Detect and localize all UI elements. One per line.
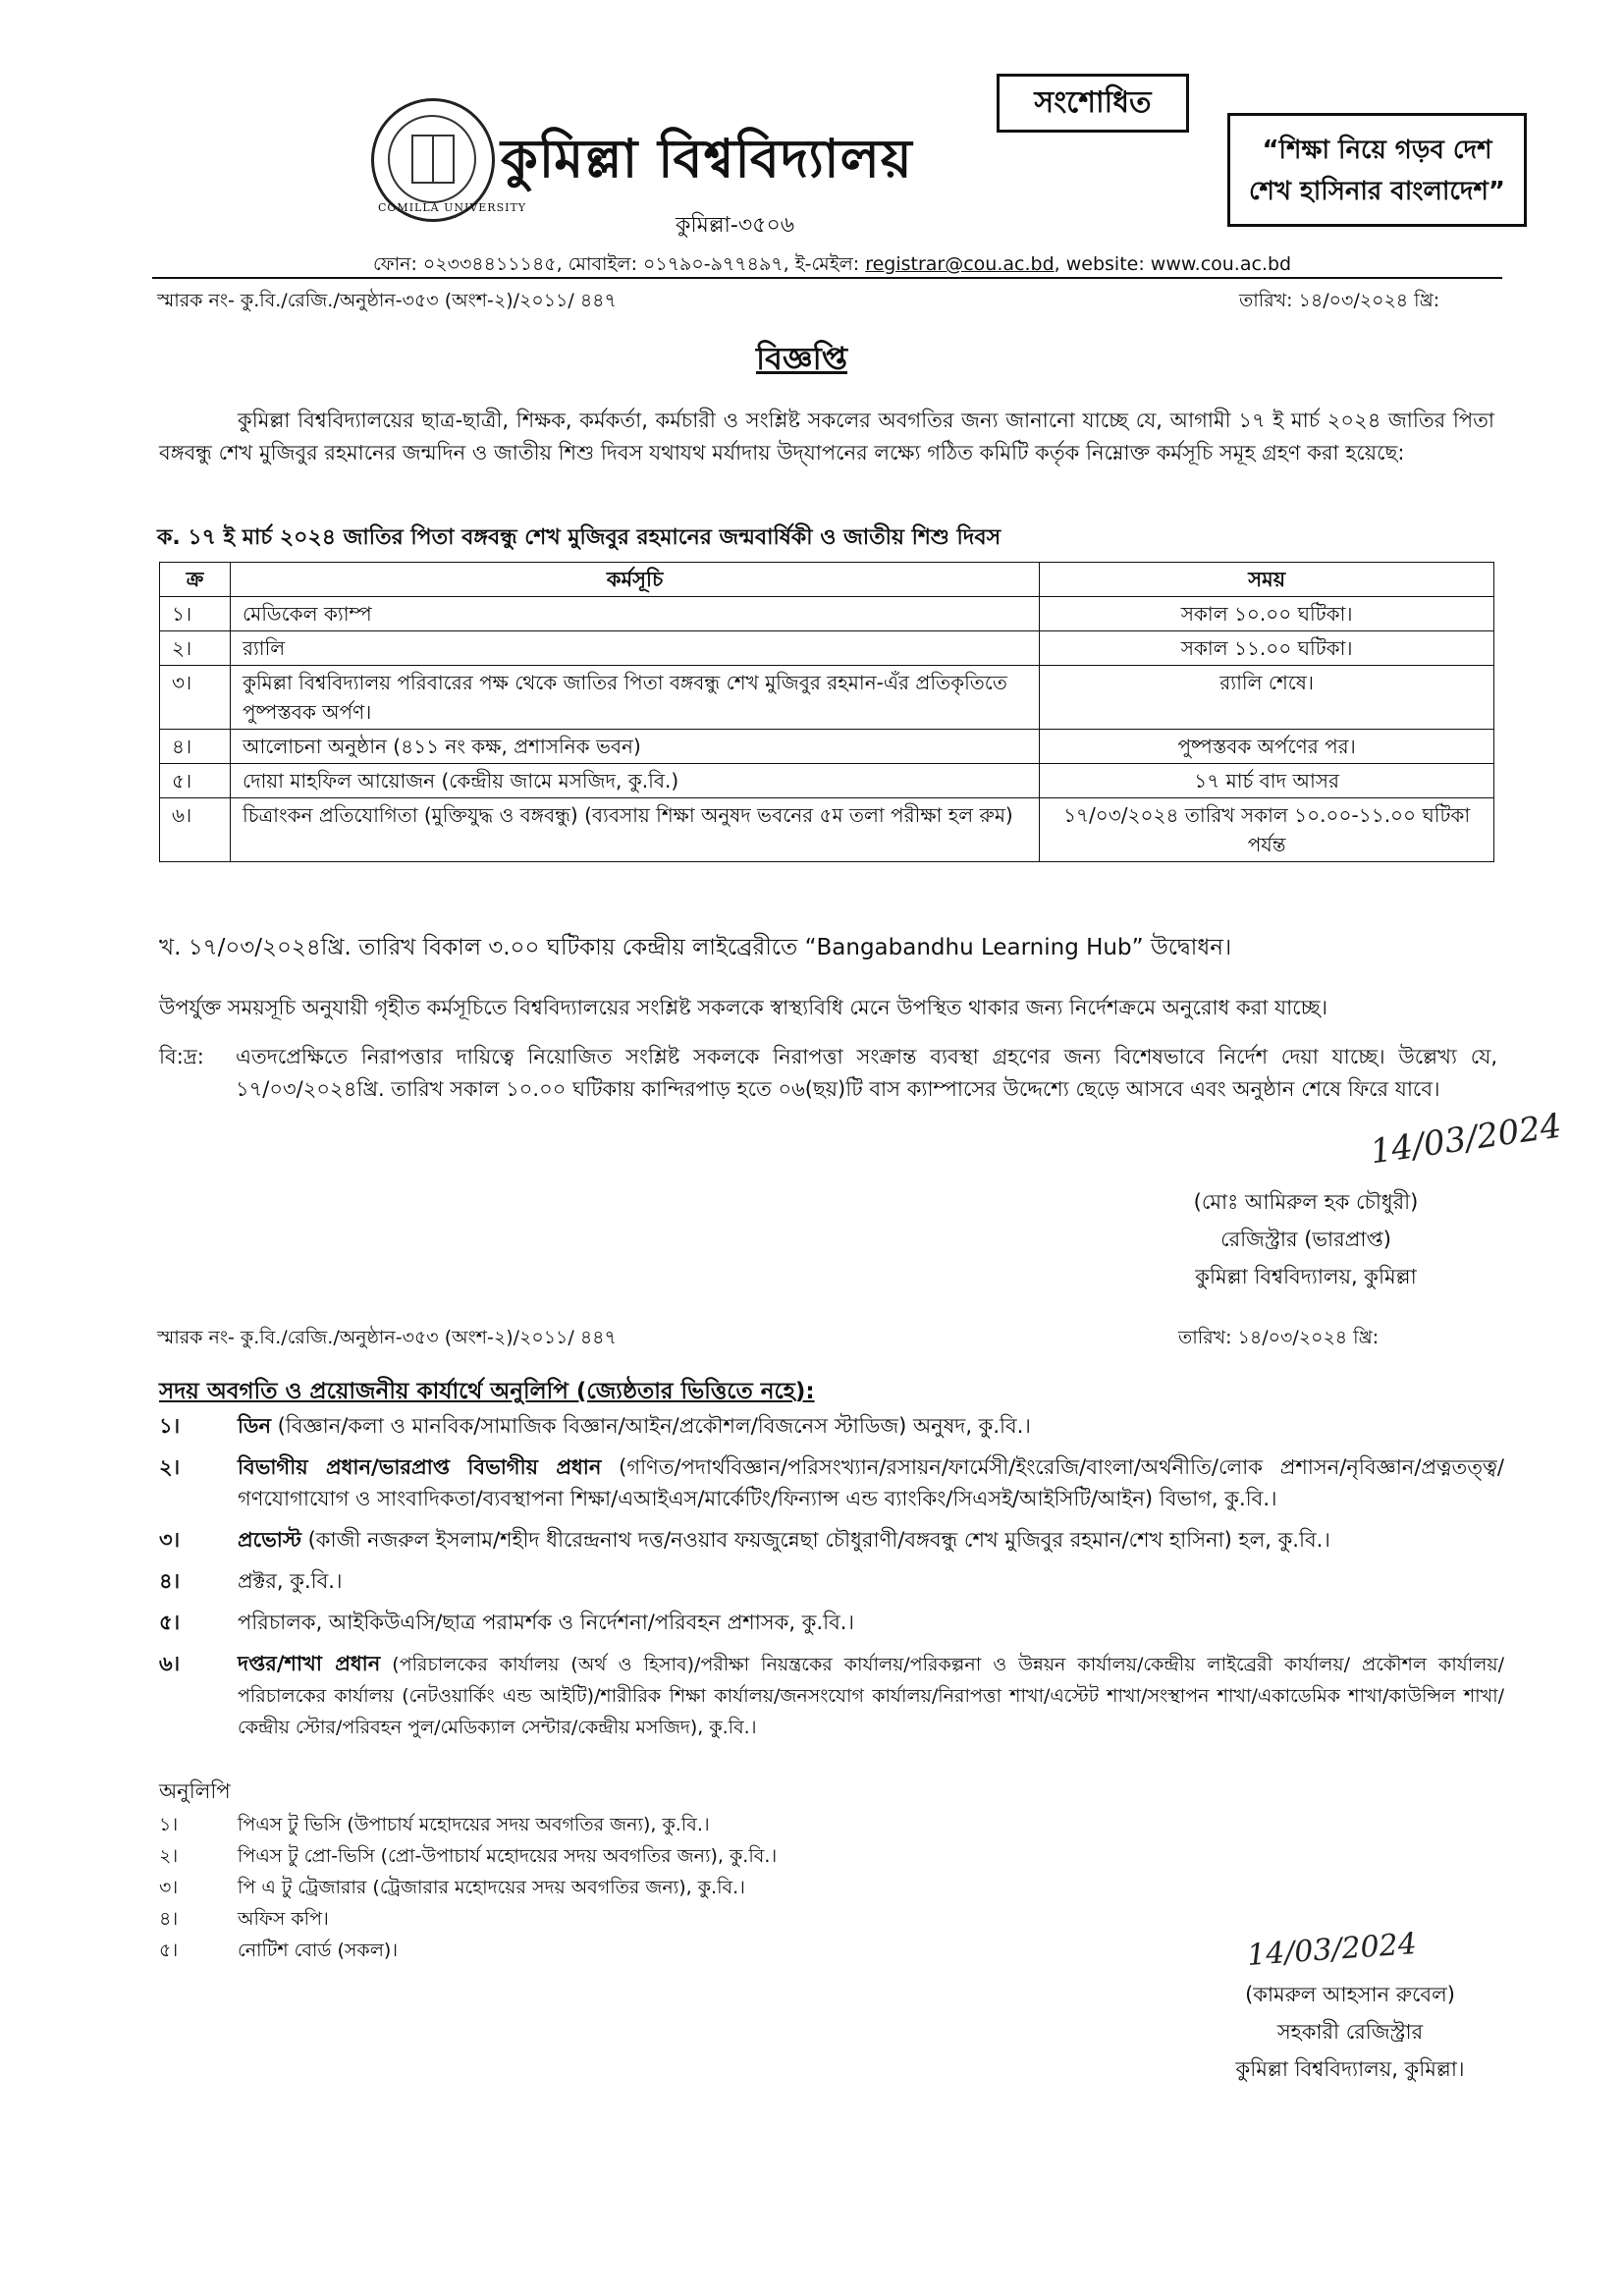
- cc-item: [159, 1410, 1504, 1442]
- cc-list: [159, 1410, 1504, 1743]
- table-row: [160, 764, 1494, 798]
- cc-item-text: (পরিচালকের কার্যালয় (অর্থ ও হিসাব)/পরীক্ষা নিয়ন্ত্রকের কার্যালয়/পরিকল্পনা ও উন্নয়ন কার্যালয়/কেন্দ্রীয় লাইব্রেরী কার্যালয়/ প্রকৌশল কার্যালয়/পরিচালকের কার্যালয় (নেটওয়ার্কিং এন্ড আইটি)/শারীরিক শিক্ষা কার্যালয়/জনসংযোগ কার্যালয়/নিরাপত্তা শাখা/এস্টেট শাখা/সংস্থাপন শাখা/একাডেমিক শাখা/কাউন্সিল শাখা/কেন্দ্রীয় স্টোর/পরিবহন পুল/মেডিক্যাল সেন্টার/কেন্দ্রীয় মসজিদ), কু.বি.।: [238, 1654, 1504, 1738]
- row-program: আলোচনা অনুষ্ঠান (৪১১ নং কক্ষ, প্রশাসনিক ভবন): [230, 730, 1039, 764]
- contact-phone: ফোন: ০২৩৩৪৪১১১৪৫, মোবাইল: ০১৭৯০-৯৭৭৪৯৭, ই-মেইল:: [373, 253, 866, 275]
- cc-item: [159, 1648, 1504, 1743]
- row-serial: ২।: [160, 631, 231, 666]
- memo-date-2: তারিখ: ১৪/০৩/২০২৪ খ্রি:: [1178, 1327, 1380, 1348]
- cc-item-number: ৩।: [159, 1528, 181, 1552]
- note-block: [236, 1041, 1497, 1106]
- row-serial: ৬।: [160, 798, 231, 862]
- copy-item-text: পিএস টু ভিসি (উপাচার্য মহোদয়ের সদয় অবগতির জন্য), কু.বি.।: [238, 1814, 710, 1835]
- signature-1-block: [1119, 1183, 1492, 1295]
- row-time: সকাল ১০.০০ ঘটিকা।: [1040, 597, 1494, 631]
- row-time: ১৭ মার্চ বাদ আসর: [1040, 764, 1494, 798]
- copy-item-number: ৩।: [159, 1877, 179, 1898]
- cc-item: [159, 1565, 1504, 1597]
- slogan-line-1: “শিক্ষা নিয়ে গড়ব দেশ: [1262, 136, 1492, 165]
- copy-item-text: অফিস কপি।: [238, 1908, 329, 1930]
- cc-item-text: (গণিত/পদার্থবিজ্ঞান/পরিসংখ্যান/রসায়ন/ফার্মেসী/ইংরেজি/বাংলা/অর্থনীতি/লোক প্রশাসন/নৃবিজ্ঞান/প্রত্নতত্ত্ব/গণযোগাযোগ ও সাংবাদিকতা/ব্যবস্থাপনা শিক্ষা/এআইএস/মার্কেটিং/ফিন্যান্স এন্ড ব্যাংকিং/সিএসই/আইসিটি/আইন) বিভাগ, কু.বি.।: [238, 1455, 1504, 1510]
- copy-item-number: ২।: [159, 1845, 179, 1867]
- row-program: কুমিল্লা বিশ্ববিদ্যালয় পরিবারের পক্ষ থেকে জাতির পিতা বঙ্গবন্ধু শেখ মুজিবুর রহমান-এঁর প্রতিকৃতিতে পুষ্পস্তবক অর্পণ।: [230, 666, 1039, 730]
- row-program: দোয়া মাহফিল আয়োজন (কেন্দ্রীয় জামে মসজিদ, কু.বি.): [230, 764, 1039, 798]
- cc-item-bold: বিভাগীয় প্রধান/ভারপ্রাপ্ত বিভাগীয় প্রধান: [238, 1455, 602, 1479]
- signatory-1-name: (মোঃ আমিরুল হক চৌধুরী): [1193, 1190, 1419, 1214]
- signatory-1-org: কুমিল্লা বিশ্ববিদ্যালয়, কুমিল্লা: [1195, 1265, 1417, 1288]
- memo-date: তারিখ: ১৪/০৩/২০২৪ খ্রি:: [1239, 290, 1440, 311]
- row-program: র‍্যালি: [230, 631, 1039, 666]
- revised-badge: সংশোধিত: [997, 74, 1189, 133]
- copy-item-text: পিএস টু প্রো-ভিসি (প্রো-উপাচার্য মহোদয়ের সদয় অবগতির জন্য), কু.বি.।: [238, 1845, 778, 1867]
- copy-item: [159, 1840, 777, 1872]
- cc-item: [159, 1607, 1504, 1638]
- signatory-2-name: (কামরুল আহসান রুবেল): [1245, 1983, 1455, 2006]
- contact-email[interactable]: registrar@cou.ac.bd: [865, 253, 1055, 275]
- row-time: ১৭/০৩/২০২৪ তারিখ সকাল ১০.০০-১১.০০ ঘটিকা পর্যন্ত: [1040, 798, 1494, 862]
- cc-item-bold: দপ্তর/শাখা প্রধান: [238, 1652, 381, 1675]
- header-rule: [152, 277, 1502, 279]
- copy-item-number: ৪।: [159, 1908, 179, 1930]
- signatory-2-title: সহকারী রেজিস্ট্রার: [1276, 2020, 1424, 2044]
- header-time: সময়: [1040, 563, 1494, 597]
- university-name: কুমিল্লা বিশ্ববিদ্যালয়: [501, 127, 913, 190]
- program-table: [159, 562, 1494, 862]
- row-program: মেডিকেল ক্যাম্প: [230, 597, 1039, 631]
- copy-item-number: ১।: [159, 1814, 179, 1835]
- row-program: চিত্রাংকন প্রতিযোগিতা (মুক্তিযুদ্ধ ও বঙ্গবন্ধু) (ব্যবসায় শিক্ষা অনুষদ ভবনের ৫ম তলা পরীক্ষা হল রুম): [230, 798, 1039, 862]
- section-ka-heading: ক. ১৭ ই মার্চ ২০২৪ জাতির পিতা বঙ্গবন্ধু শেখ মুজিবুর রহমানের জন্মবার্ষিকী ও জাতীয় শিশু দিবস: [157, 525, 1001, 550]
- header-program: কর্মসূচি: [230, 563, 1039, 597]
- cc-item-text: প্রক্টর, কু.বি.।: [238, 1569, 343, 1593]
- table-row: [160, 798, 1494, 862]
- intro-paragraph: কুমিল্লা বিশ্ববিদ্যালয়ের ছাত্র-ছাত্রী, শিক্ষক, কর্মকর্তা, কর্মচারী ও সংশ্লিষ্ট সকলের অবগতির জন্য জানানো যাচ্ছে যে, আগামী ১৭ ই মার্চ ২০২৪ জাতির পিতা বঙ্গবন্ধু শেখ মুজিবুর রহমানের জন্মদিন ও জাতীয় শিশু দিবস যথাযথ মর্যাদায় উদ্‌যাপনের লক্ষ্যে গঠিত কমিটি কর্তৃক নিম্নোক্ত কর্মসূচি সমূহ গ্রহণ করা হয়েছে:: [159, 409, 1494, 465]
- cc-item-text: পরিচালক, আইকিউএসি/ছাত্র পরামর্শক ও নির্দেশনা/পরিবহন প্রশাসক, কু.বি.।: [238, 1611, 854, 1634]
- cc-item-text: (কাজী নজরুল ইসলাম/শহীদ ধীরেন্দ্রনাথ দত্ত/নওয়াব ফয়জুন্নেছা চৌধুরাণী/বঙ্গবন্ধু শেখ মুজিবুর রহমান/শেখ হাসিনা) হল, কু.বি.।: [300, 1528, 1330, 1552]
- instruction-line: উপর্যুক্ত সময়সূচি অনুযায়ী গৃহীত কর্মসূচিতে বিশ্ববিদ্যালয়ের সংশ্লিষ্ট সকলকে স্বাস্থ্যবিধি মেনে উপস্থিত থাকার জন্য নির্দেশক্রমে অনুরোধ করা যাচ্ছে।: [159, 996, 1328, 1019]
- row-serial: ৫।: [160, 764, 231, 798]
- cc-item-number: ১।: [159, 1414, 181, 1438]
- slogan-box: [1227, 113, 1527, 227]
- signature-2-scribble: 14/03/2024: [1245, 1927, 1418, 1973]
- logo-caption: COMILLA UNIVERSITY: [378, 201, 527, 214]
- row-serial: ৪।: [160, 730, 231, 764]
- copy-list: [159, 1809, 777, 1966]
- table-row: [160, 730, 1494, 764]
- contact-website: , website: www.cou.ac.bd: [1054, 253, 1292, 275]
- cc-title: সদয় অবগতি ও প্রয়োজনীয় কার্যার্থে অনুলিপি (জ্যেষ্ঠতার ভিত্তিতে নহে):: [159, 1379, 815, 1404]
- copy-item: [159, 1903, 777, 1935]
- signatory-2-org: কুমিল্লা বিশ্ববিদ্যালয়, কুমিল্লা।: [1235, 2057, 1465, 2081]
- memo-ref: স্মারক নং- কু.বি./রেজি./অনুষ্ঠান-৩৫৩ (অংশ-২)/২০১১/ ৪৪৭: [157, 290, 617, 311]
- city-address: কুমিল্লা-৩৫০৬: [676, 213, 795, 238]
- copy-item-text: নোটিশ বোর্ড (সকল)।: [238, 1940, 399, 1961]
- intro-block: [159, 405, 1494, 469]
- copy-item-text: পি এ টু ট্রেজারার (ট্রেজারার মহোদয়ের সদয় অবগতির জন্য), কু.বি.।: [238, 1877, 745, 1898]
- cc-item: [159, 1451, 1504, 1514]
- signature-2-block: [1173, 1976, 1527, 2088]
- row-time: সকাল ১১.০০ ঘটিকা।: [1040, 631, 1494, 666]
- cc-item-number: ৫।: [159, 1611, 181, 1634]
- memo-ref-2: স্মারক নং- কু.বি./রেজি./অনুষ্ঠান-৩৫৩ (অংশ-২)/২০১১/ ৪৪৭: [157, 1327, 617, 1348]
- table-row: [160, 666, 1494, 730]
- cc-item-number: ২।: [159, 1455, 181, 1479]
- notice-title: বিজ্ঞপ্তি: [756, 340, 848, 377]
- slogan-line-2: শেখ হাসিনার বাংলাদেশ”: [1249, 177, 1505, 206]
- cc-item: [159, 1524, 1504, 1556]
- cc-item-number: ৪।: [159, 1569, 181, 1593]
- row-serial: ১।: [160, 597, 231, 631]
- table-row: [160, 631, 1494, 666]
- cc-item-bold: ডিন: [238, 1414, 271, 1438]
- copy-item: [159, 1872, 777, 1903]
- copy-title: অনুলিপি: [159, 1779, 231, 1803]
- row-time: র‍্যালি শেষে।: [1040, 666, 1494, 730]
- row-time: পুষ্পস্তবক অর্পণের পর।: [1040, 730, 1494, 764]
- row-serial: ৩।: [160, 666, 231, 730]
- header-serial: ক্র: [160, 563, 231, 597]
- section-kha-line: খ. ১৭/০৩/২০২৪খ্রি. তারিখ বিকাল ৩.০০ ঘটিকায় কেন্দ্রীয় লাইব্রেরীতে “Bangabandhu Learning Hub” উদ্বোধন।: [159, 935, 1232, 960]
- note-text: এতদপ্রেক্ষিতে নিরাপত্তার দায়িত্বে নিয়োজিত সংশ্লিষ্ট সকলকে নিরাপত্তা সংক্রান্ত ব্যবস্থা গ্রহণের জন্য বিশেষভাবে নির্দেশ দেয়া যাচ্ছে। উল্লেখ্য যে, ১৭/০৩/২০২৪খ্রি. তারিখ সকাল ১০.০০ ঘটিকায় কান্দিরপাড় হতে ০৬(ছয়)টি বাস ক্যাম্পাসের উদ্দেশ্যে ছেড়ে আসবে এবং অনুষ্ঠান শেষে ফিরে যাবে।: [236, 1045, 1497, 1101]
- table-row: [160, 597, 1494, 631]
- cc-item-number: ৬।: [159, 1652, 181, 1675]
- note-label: বি:দ্র:: [159, 1045, 204, 1068]
- signature-1-scribble: 14/03/2024: [1368, 1106, 1564, 1173]
- table-header-row: [160, 563, 1494, 597]
- cc-item-bold: প্রভোস্ট: [238, 1528, 301, 1552]
- copy-item: [159, 1935, 777, 1966]
- signatory-1-title: রেজিস্ট্রার (ভারপ্রাপ্ত): [1220, 1228, 1391, 1251]
- copy-item: [159, 1809, 777, 1840]
- copy-item-number: ৫।: [159, 1940, 179, 1961]
- cc-item-text: (বিজ্ঞান/কলা ও মানবিক/সামাজিক বিজ্ঞান/আইন/প্রকৌশল/বিজনেস স্টাডিজ) অনুষদ, কু.বি.।: [271, 1414, 1031, 1438]
